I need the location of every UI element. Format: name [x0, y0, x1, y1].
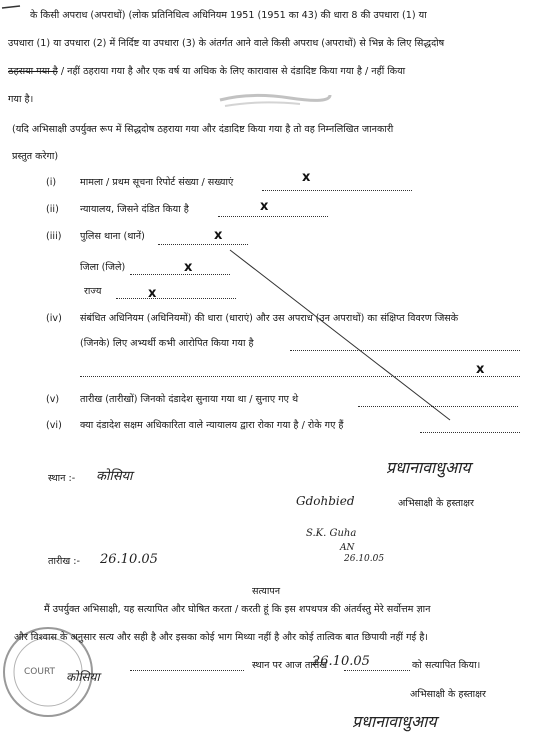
conditional-line-1: (यदि अभिसाक्षी उपर्युक्त रूप में सिद्धदोष ठहराया गया और दंडादिष्ट किया गया है तो वह निम्नलिखित जानकारी: [12, 124, 394, 135]
verification-heading: सत्यापन: [252, 586, 281, 597]
item-iii-state: राज्य: [84, 286, 102, 297]
item-ii-num: (ii): [46, 204, 59, 215]
item-iv-line: [290, 350, 520, 351]
district-line: [130, 274, 230, 275]
item-ii-text: न्यायालय, जिसने दंडित किया है: [80, 204, 189, 215]
attest-signature: Gdohbied: [296, 494, 355, 508]
verification-place: कोसिया: [66, 670, 100, 684]
intro-line-2: उपधारा (1) या उपधारा (2) में निर्दिष्ट या उपधारा (3) के अंतर्गत आने वाले किसी अपराध (अपराधों) से भिन्न के लिए सिद्धदोष: [8, 38, 445, 49]
item-iii-text: पुलिस थाना (थानें): [80, 231, 145, 242]
item-iii-district: जिला (जिले): [80, 262, 126, 273]
district-mark: x: [184, 260, 193, 275]
attest-name: S.K. Guha: [306, 528, 357, 539]
conditional-line-2: प्रस्तुत करेगा): [12, 151, 59, 162]
item-ii-line: [218, 216, 328, 217]
verify-place-line: [130, 670, 244, 671]
item-i-text: मामला / प्रथम सूचना रिपोर्ट संख्या / सख्याएं: [80, 177, 234, 188]
court-stamp: COURT: [24, 667, 56, 677]
item-iii-mark: x: [214, 228, 223, 243]
date-label: तारीख :-: [48, 556, 80, 567]
item-i-num: (i): [46, 177, 57, 188]
verify-date-line: [344, 670, 410, 671]
item-iv-line-1: संबंधित अधिनियम (अधिनियमों) की धारा (धाराएं) और उस अपराध (उन अपराधों) का संक्षिप्त विवरण जिसके: [80, 313, 459, 324]
item-iv-line-2: (जिनके) लिए अभ्यर्थी कभी आरोपित किया गया है: [80, 338, 254, 349]
deponent-sig-label: अभिसाक्षी के हस्ताक्षर: [398, 498, 474, 509]
place-value: कोसिया: [96, 469, 133, 484]
verification-line-3-pre: स्थान पर आज तारीख: [252, 660, 328, 671]
verification-line-2: और विश्वास के अनुसार सत्य और सही है और इसका कोई भाग मिथ्या नहीं है और कोई तात्विक बात छिपायी नहीं गई है।: [14, 632, 428, 643]
item-v-num: (v): [46, 394, 60, 405]
state-line: [116, 298, 236, 299]
verification-signature: प्रधानावाधुआय: [352, 712, 437, 731]
attest-date: 26.10.05: [344, 554, 385, 564]
item-v-text: तारीख (तारीखों) जिनको दंडादेश सुनाया गया था / सुनाए गए थे: [80, 394, 299, 405]
item-iii-num: (iii): [46, 231, 62, 242]
item-v-line: [358, 406, 518, 407]
item-iii-line: [158, 244, 248, 245]
item-i-mark: x: [302, 170, 311, 185]
verification-sig-label: अभिसाक्षी के हस्ताक्षर: [410, 689, 486, 700]
item-iv-mark: x: [476, 362, 485, 377]
item-vi-line: [420, 432, 520, 433]
struck-text: ठहराया गया है: [8, 66, 58, 77]
intro-line-3: [8, 66, 405, 78]
place-label: स्थान :-: [48, 473, 76, 484]
attest-title: AN: [340, 543, 355, 553]
deponent-signature: प्रधानावाधुआय: [386, 458, 471, 477]
state-mark: x: [148, 286, 157, 301]
item-vi-text: क्या दंडादेश सक्षम अधिकारिता वाले न्यायालय द्वारा रोका गया है / रोके गए हैं: [80, 420, 344, 431]
intro-line-3-rest: / नहीं ठहराया गया है और एक वर्ष या अधिक के लिए कारावास से दंडादिष्ट किया गया है / नहीं किया: [60, 66, 406, 77]
item-iv-num: (iv): [46, 313, 62, 324]
verification-line-3-post: को सत्यापित किया।: [412, 660, 481, 671]
intro-line-4: गया है।: [8, 94, 34, 105]
date-value: 26.10.05: [100, 552, 158, 567]
item-vi-num: (vi): [46, 420, 62, 431]
item-i-line: [262, 190, 412, 191]
item-ii-mark: x: [260, 199, 269, 214]
item-iv-line-b: [80, 376, 520, 377]
verification-line-1: मैं उपर्युक्त अभिसाक्षी, यह सत्यापित और घोषित करता / करती हूं कि इस शपथपत्र की अंतर्वस्तु मेरे सर्वोत्तम ज्ञान: [44, 604, 431, 615]
intro-line-1: के किसी अपराध (अपराधों) (लोक प्रतिनिधित्व अधिनियम 1951 (1951 का 43) की धारा 8 की उपधारा (1) या: [30, 10, 427, 21]
verification-date: 26.10.05: [312, 654, 370, 669]
